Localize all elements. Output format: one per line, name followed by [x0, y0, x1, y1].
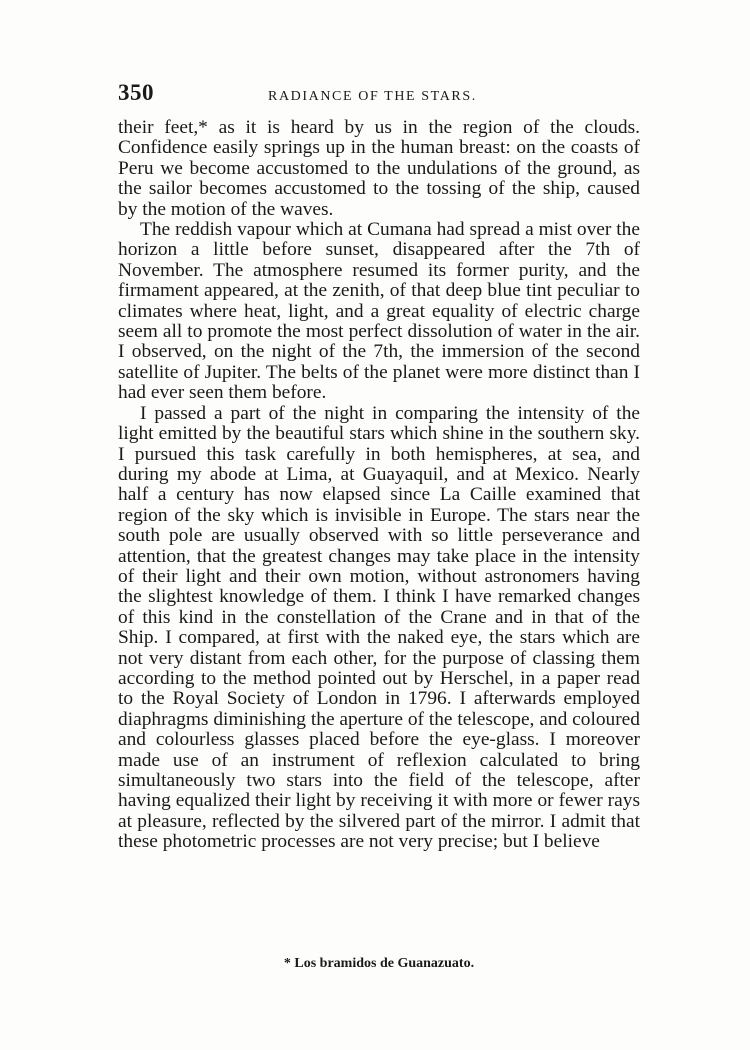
- footnote: * Los bramidos de Guanazuato.: [283, 956, 475, 971]
- body-text: [118, 118, 640, 853]
- paragraph-3: I passed a part of the night in comparing the intensity of the light emitted by the beautiful stars which shine in the southern sky. I pursued this task carefully in both hemispheres, at sea, and during my abode at Lima, at Guayaquil, and at Mexico. Nearly half a century has now elapsed since La Caille examined that region of the sky which is invisible in Europe. The stars near the south pole are usually observed with so little perseverance and attention, that the greatest changes may take place in the intensity of their light and their own motion, without astronomers having the slightest knowledge of them. I think I have remarked changes of this kind in the constellation of the Crane and in that of the Ship. I compared, at first with the naked eye, the stars which are not very distant from each other, for the purpose of classing them according to the method pointed out by Herschel, in a paper read to the Royal Society of London in 1796. I afterwards employed diaphragms diminishing the aperture of the telescope, and coloured and colourless glasses placed before the eye-glass. I moreover made use of an instrument of reflexion calculated to bring simultaneously two stars into the field of the telescope, after having equalized their light by receiving it with more or fewer rays at pleasure, reflected by the silvered part of the mirror. I admit that these photometric processes are not very precise; but I believe: [118, 402, 640, 853]
- page-header: [118, 80, 640, 112]
- page-number: 350: [118, 80, 154, 105]
- paragraph-1: their feet,* as it is heard by us in the region of the clouds. Confidence easily springs up in the human breast: on the coasts of Peru we become accustomed to the undulations of the ground, as the sailor becomes accustomed to the tossing of the ship, caused by the motion of the waves.: [118, 117, 640, 220]
- running-title: RADIANCE OF THE STARS.: [268, 89, 477, 104]
- paragraph-2: The reddish vapour which at Cumana had spread a mist over the horizon a little before sunset, disappeared after the 7th of November. The atmosphere resumed its former purity, and the firmament appeared, at the zenith, of that deep blue tint peculiar to climates where heat, light, and a great equality of electric charge seem all to promote the most perfect dissolution of water in the air. I observed, on the night of the 7th, the immersion of the second satellite of Jupiter. The belts of the planet were more distinct than I had ever seen them before.: [118, 219, 640, 404]
